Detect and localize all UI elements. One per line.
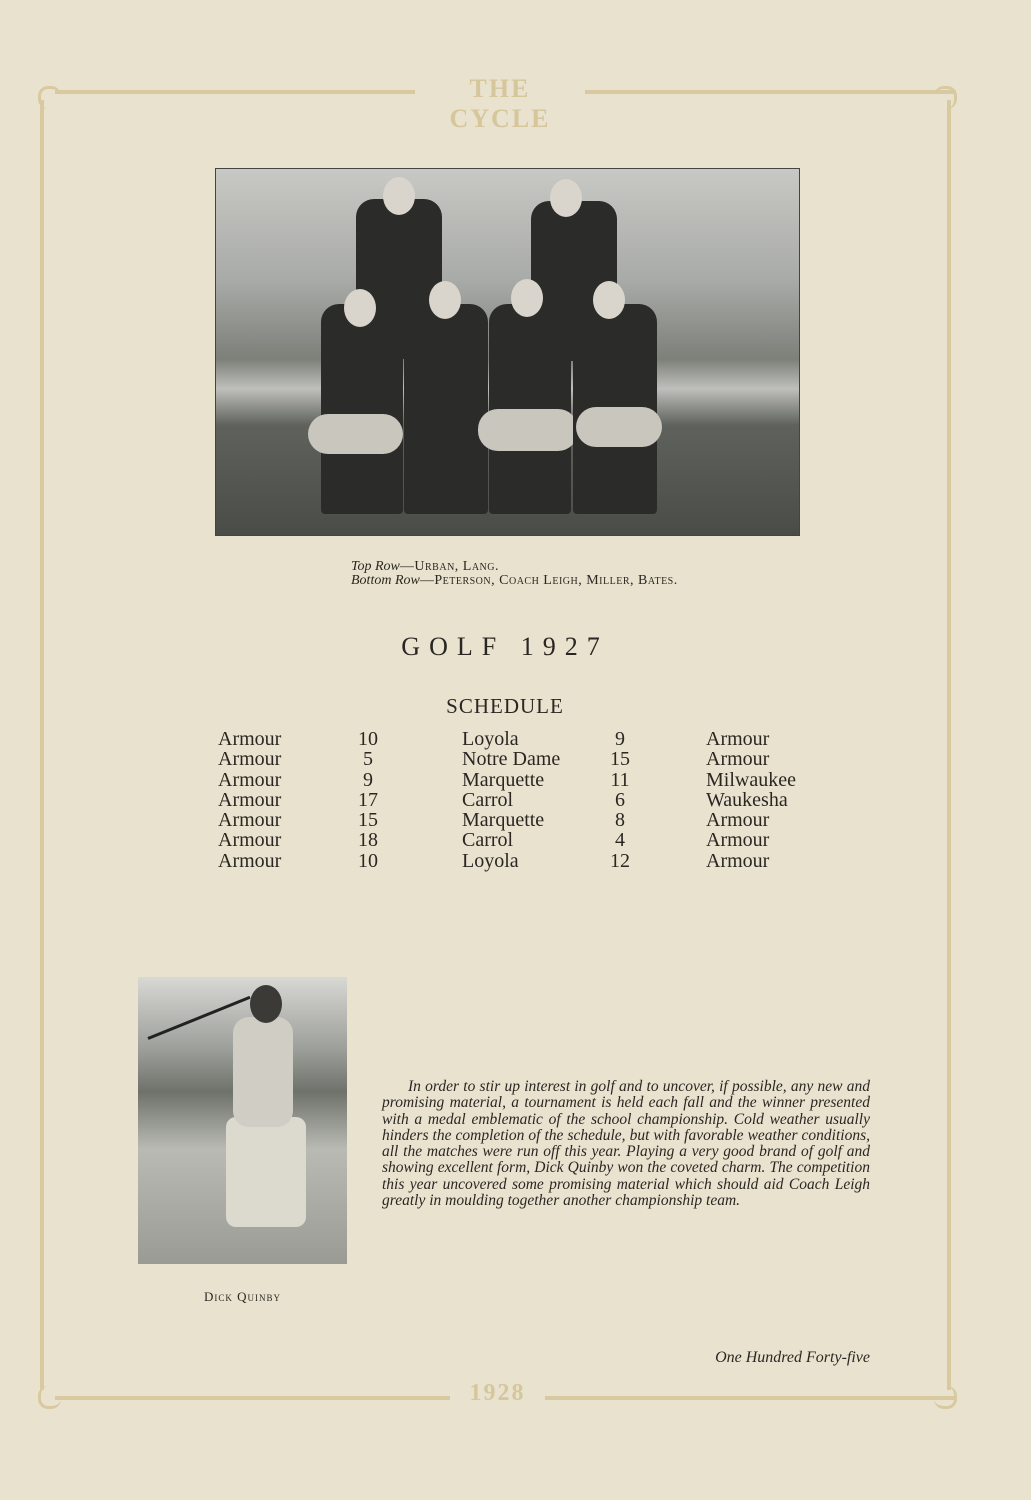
location-cell: Armour bbox=[706, 849, 770, 872]
team-cell: Armour bbox=[218, 728, 282, 750]
location-cell: Milwaukee bbox=[706, 768, 796, 791]
score-cell: 17 bbox=[358, 788, 378, 811]
figure bbox=[383, 177, 415, 215]
golfer-photo bbox=[138, 977, 347, 1264]
figure bbox=[321, 304, 403, 514]
opponent-cell: Loyola bbox=[462, 728, 519, 750]
border-corner bbox=[934, 86, 957, 109]
score-cell: 9 bbox=[363, 768, 373, 791]
article-paragraph: In order to stir up interest in golf and to uncover, if possible, any new and promising material, a tournament is held each fall and the winner presented with a medal emblematic of the school championship. Cold weather usually hinders the completion of the schedule, but with favorable weather conditions, all the matches were run off this year. Playing a very good brand of golf and showing excellent form, Dick Quinby won the coveted charm. The competition this year uncovered some promising material which should aid Coach Leigh greatly in moulding together another championship team. bbox=[382, 1078, 870, 1210]
schedule-table bbox=[218, 729, 838, 871]
table-row bbox=[218, 830, 838, 850]
table-row bbox=[218, 729, 838, 749]
team-cell: Armour bbox=[218, 829, 282, 852]
figure bbox=[593, 281, 625, 319]
figure bbox=[226, 1117, 306, 1227]
figure bbox=[233, 1017, 293, 1127]
opponent-cell: Loyola bbox=[462, 849, 519, 872]
border-corner bbox=[38, 1386, 61, 1409]
score-cell: 10 bbox=[358, 728, 378, 750]
team-cell: Armour bbox=[218, 809, 282, 832]
location-cell: Armour bbox=[706, 748, 770, 771]
opponent-cell: Notre Dame bbox=[462, 748, 561, 771]
figure bbox=[511, 279, 543, 317]
caption-bottom-names: —Peterson, Coach Leigh, Miller, Bates. bbox=[419, 573, 678, 588]
opponent-score-cell: 6 bbox=[615, 788, 625, 811]
caption-bottom-label: Bottom Row bbox=[351, 573, 420, 588]
location-cell: Armour bbox=[706, 809, 770, 832]
golfer-caption: Dick Quinby bbox=[204, 1289, 282, 1304]
team-cell: Armour bbox=[218, 748, 282, 771]
schedule-heading: SCHEDULE bbox=[446, 694, 564, 718]
opponent-score-cell: 8 bbox=[615, 809, 625, 832]
opponent-score-cell: 9 bbox=[615, 728, 625, 750]
opponent-cell: Carrol bbox=[462, 788, 514, 811]
figure bbox=[429, 281, 461, 319]
figure bbox=[550, 179, 582, 217]
team-photo-caption bbox=[351, 560, 811, 588]
border-right bbox=[947, 100, 951, 1390]
score-cell: 5 bbox=[363, 748, 373, 771]
opponent-score-cell: 15 bbox=[610, 748, 630, 771]
score-cell: 15 bbox=[358, 809, 378, 832]
figure bbox=[576, 407, 662, 447]
opponent-cell: Carrol bbox=[462, 829, 514, 852]
team-cell: Armour bbox=[218, 788, 282, 811]
page-number: One Hundred Forty-five bbox=[715, 1349, 870, 1366]
table-row bbox=[218, 749, 838, 769]
figure bbox=[308, 414, 403, 454]
location-cell: Waukesha bbox=[706, 788, 788, 811]
figure bbox=[250, 985, 282, 1023]
opponent-score-cell: 4 bbox=[615, 829, 625, 852]
figure bbox=[404, 304, 488, 514]
team-photo bbox=[215, 168, 800, 536]
opponent-score-cell: 11 bbox=[610, 768, 630, 791]
location-cell: Armour bbox=[706, 728, 770, 750]
table-row bbox=[218, 851, 838, 871]
opponent-cell: Marquette bbox=[462, 768, 545, 791]
team-cell: Armour bbox=[218, 768, 282, 791]
table-row bbox=[218, 770, 838, 790]
running-head: THE CYCLE bbox=[415, 74, 585, 114]
opponent-score-cell: 12 bbox=[610, 849, 630, 872]
border-left bbox=[40, 100, 44, 1390]
table-row bbox=[218, 810, 838, 830]
caption-top-names: —Urban, Lang. bbox=[399, 559, 500, 574]
location-cell: Armour bbox=[706, 829, 770, 852]
table-row bbox=[218, 790, 838, 810]
running-foot: 1928 bbox=[450, 1380, 545, 1416]
page-title: GOLF 1927 bbox=[401, 632, 609, 661]
team-cell: Armour bbox=[218, 849, 282, 872]
score-cell: 18 bbox=[358, 829, 378, 852]
figure bbox=[344, 289, 376, 327]
score-cell: 10 bbox=[358, 849, 378, 872]
opponent-cell: Marquette bbox=[462, 809, 545, 832]
border-corner bbox=[38, 86, 61, 109]
border-corner bbox=[934, 1386, 957, 1409]
caption-top-label: Top Row bbox=[351, 559, 400, 574]
figure bbox=[478, 409, 578, 451]
